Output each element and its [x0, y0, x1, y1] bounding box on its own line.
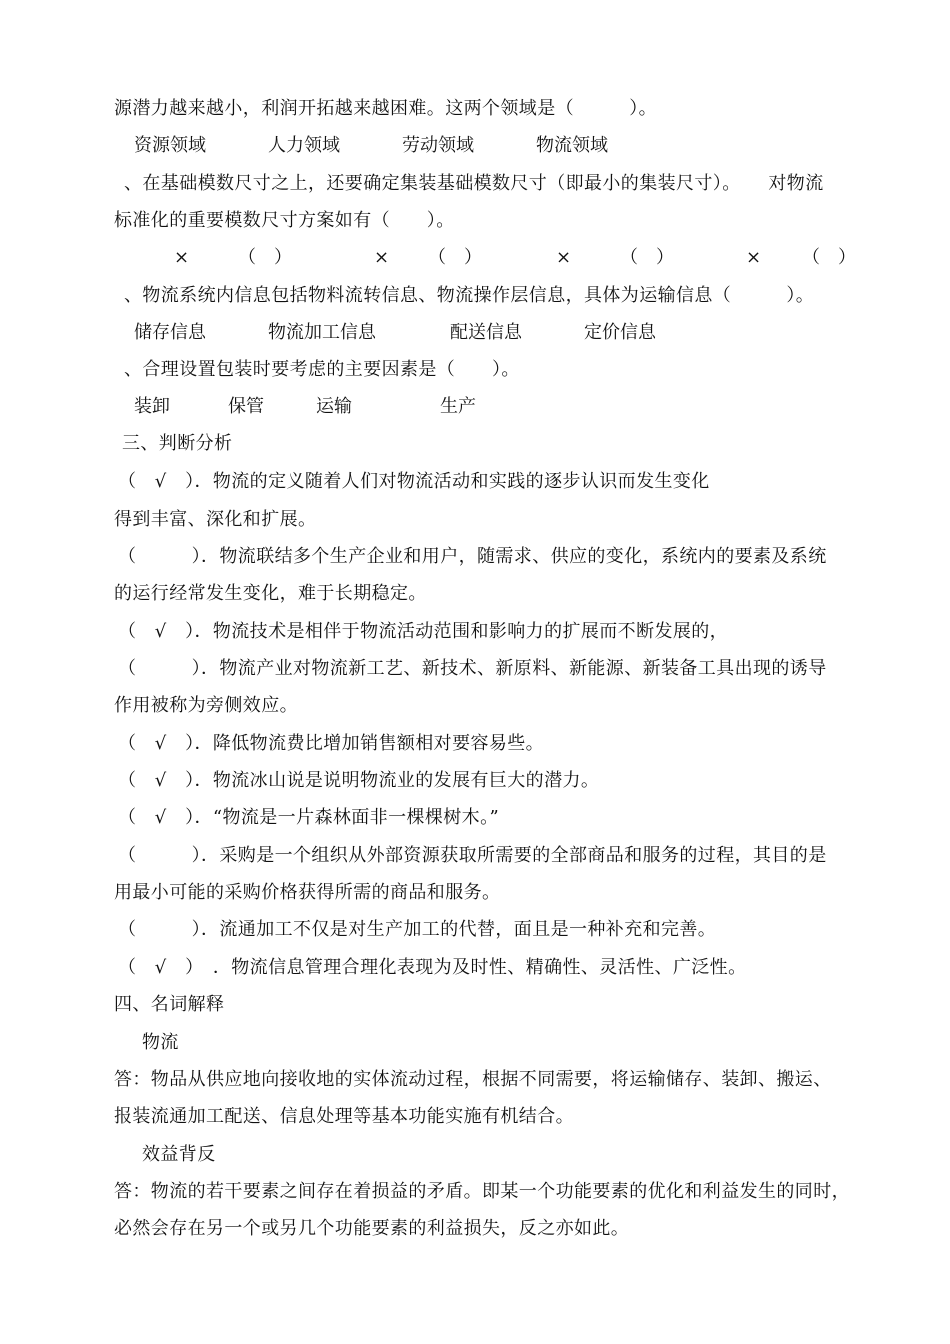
judgment-item: （ √ ）．物流的定义随着人们对物流活动和实践的逐步认识而发生变化	[118, 471, 710, 492]
option-text: 储存信息	[134, 322, 206, 343]
option-text: ×	[746, 247, 762, 268]
option-text: 定价信息	[584, 322, 656, 343]
question-text: 、物流系统内信息包括物料流转信息、物流操作层信息，具体为运输信息（ ）。	[124, 285, 815, 306]
answer-text: 必然会存在另一个或另几个功能要素的利益损失，反之亦如此。	[114, 1218, 630, 1239]
option-text: 装卸	[134, 396, 170, 417]
option-text: 资源领域	[134, 135, 206, 156]
question-text: 标准化的重要模数尺寸方案如有（ ）。	[114, 210, 455, 231]
judgment-item: （ √ ）．降低物流费比增加销售额相对要容易些。	[118, 733, 545, 754]
judgment-item: （ ）．物流产业对物流新工艺、新技术、新原料、新能源、新装备工具出现的诱导	[118, 658, 827, 679]
term-heading: 效益背反	[142, 1144, 216, 1165]
option-text: 劳动领域	[402, 135, 474, 156]
judgment-item: （ ）．采购是一个组织从外部资源获取所需要的全部商品和服务的过程，其目的是	[118, 845, 827, 866]
option-text: ×	[174, 247, 190, 268]
judgment-item: （ √ ）．物流冰山说是说明物流业的发展有巨大的潜力。	[118, 770, 600, 791]
question-text: 源潜力越来越小，利润开拓越来越困难。这两个领域是（ ）。	[114, 98, 657, 119]
judgment-item: 得到丰富、深化和扩展。	[114, 509, 317, 530]
answer-text: 答：物品从供应地向接收地的实体流动过程，根据不同需要，将运输储存、装卸、搬运、	[114, 1069, 832, 1090]
judgment-item: 的运行经常发生变化，难于长期稳定。	[114, 583, 427, 604]
option-text: ×	[374, 247, 390, 268]
judgment-item: （ ）．物流联结多个生产企业和用户，随需求、供应的变化，系统内的要素及系统	[118, 546, 827, 567]
question-text: 、在基础模数尺寸之上，还要确定集装基础模数尺寸（即最小的集装尺寸）。 对物流	[124, 173, 824, 194]
option-text: （ ）	[802, 247, 856, 268]
question-text: 、合理设置包装时要考虑的主要因素是（ ）。	[124, 359, 520, 380]
option-text: 人力领域	[268, 135, 340, 156]
option-text: 生产	[440, 396, 476, 417]
section-heading: 四、名词解释	[114, 994, 225, 1015]
section-heading: 三、判断分析	[122, 433, 233, 454]
option-text: 保管	[228, 396, 264, 417]
option-text: 物流加工信息	[268, 322, 376, 343]
term-heading: 物流	[142, 1032, 179, 1053]
judgment-item: 作用被称为旁侧效应。	[114, 695, 298, 716]
judgment-item: （ √ ） ．物流信息管理合理化表现为及时性、精确性、灵活性、广泛性。	[118, 957, 747, 978]
option-text: 物流领域	[536, 135, 608, 156]
answer-text: 报装流通加工配送、信息处理等基本功能实施有机结合。	[114, 1106, 574, 1127]
answer-text: 答：物流的若干要素之间存在着损益的矛盾。即某一个功能要素的优化和利益发生的同时，	[114, 1181, 850, 1202]
option-text: 配送信息	[450, 322, 522, 343]
judgment-item: （ ）．流通加工不仅是对生产加工的代替，面且是一种补充和完善。	[118, 919, 717, 940]
option-text: ×	[556, 247, 572, 268]
judgment-item: （ √ ）．“物流是一片森林面非一棵棵树木。”	[118, 807, 500, 828]
option-text: （ ）	[238, 247, 292, 268]
judgment-item: （ √ ）．物流技术是相伴于物流活动范围和影响力的扩展而不断发展的，	[118, 621, 729, 642]
option-text: （ ）	[620, 247, 674, 268]
judgment-item: 用最小可能的采购价格获得所需的商品和服务。	[114, 882, 501, 903]
option-text: 运输	[316, 396, 352, 417]
option-text: （ ）	[428, 247, 482, 268]
